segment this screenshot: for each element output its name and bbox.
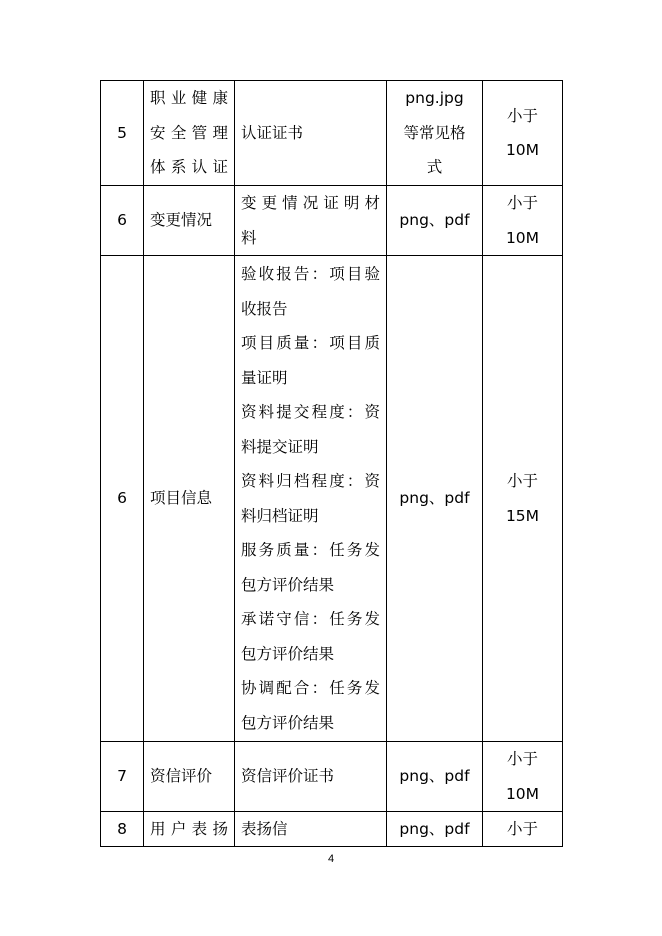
row-number: 6 bbox=[101, 186, 144, 256]
format-line: png、pdf bbox=[399, 211, 470, 230]
material-line: 资料提交程度：资 bbox=[241, 403, 380, 421]
format-line: 等常见格 bbox=[403, 123, 466, 142]
row-number: 6 bbox=[101, 256, 144, 742]
material-cell bbox=[235, 256, 387, 742]
row-number: 7 bbox=[101, 742, 144, 812]
format-cell bbox=[387, 186, 483, 256]
size-cell bbox=[483, 186, 563, 256]
item-name-cell bbox=[144, 256, 235, 742]
format-cell bbox=[387, 812, 483, 847]
format-line: png、pdf bbox=[399, 820, 470, 838]
size-cell bbox=[483, 742, 563, 812]
table-row bbox=[101, 186, 563, 256]
size-cell bbox=[483, 256, 563, 742]
size-line: 小于 bbox=[506, 750, 538, 768]
format-cell bbox=[387, 81, 483, 186]
material-line: 变更情况证明材 bbox=[241, 194, 380, 212]
table-row bbox=[101, 742, 563, 812]
row-number: 5 bbox=[101, 81, 144, 186]
material-line: 认证证书 bbox=[241, 123, 304, 142]
item-name-line: 项目信息 bbox=[150, 489, 213, 508]
format-cell bbox=[387, 256, 483, 742]
format-line: 式 bbox=[426, 158, 443, 177]
material-line: 表扬信 bbox=[241, 820, 288, 838]
item-name-line: 职业健康 bbox=[150, 89, 228, 108]
material-line: 料归档证明 bbox=[241, 506, 319, 525]
size-line: 小于 bbox=[506, 194, 538, 212]
item-name-cell bbox=[144, 812, 235, 847]
size-line: 小于 bbox=[506, 106, 538, 125]
table-row bbox=[101, 81, 563, 186]
size-line: 10M bbox=[505, 228, 540, 247]
format-line: png、pdf bbox=[399, 767, 470, 786]
material-cell bbox=[235, 742, 387, 812]
item-name-cell bbox=[144, 742, 235, 812]
material-line: 包方评价结果 bbox=[241, 644, 335, 663]
row-number: 8 bbox=[101, 812, 144, 847]
material-line: 项目质量：项目质 bbox=[241, 334, 380, 352]
size-cell bbox=[483, 81, 563, 186]
size-line: 10M bbox=[505, 784, 540, 803]
page-number: 4 bbox=[327, 853, 335, 865]
material-line: 协调配合：任务发 bbox=[241, 679, 380, 697]
material-line: 服务质量：任务发 bbox=[241, 541, 380, 559]
material-line: 承诺守信：任务发 bbox=[241, 610, 380, 628]
material-line: 资信评价证书 bbox=[241, 767, 335, 786]
item-name-line: 安全管理 bbox=[150, 123, 228, 142]
material-cell bbox=[235, 81, 387, 186]
size-line: 小于 bbox=[506, 820, 538, 838]
item-name-cell bbox=[144, 81, 235, 186]
requirements-table bbox=[100, 80, 563, 847]
format-line: png.jpg bbox=[405, 89, 464, 108]
size-cell bbox=[483, 812, 563, 847]
size-line: 小于 bbox=[506, 472, 538, 490]
item-name-line: 变更情况 bbox=[150, 211, 213, 230]
material-cell bbox=[235, 812, 387, 847]
table-row bbox=[101, 812, 563, 847]
material-line: 包方评价结果 bbox=[241, 713, 335, 732]
item-name-line: 用户表扬 bbox=[150, 820, 228, 838]
size-line: 15M bbox=[505, 506, 540, 525]
material-line: 料提交证明 bbox=[241, 437, 319, 456]
material-line: 验收报告：项目验 bbox=[241, 265, 380, 283]
item-name-line: 资信评价 bbox=[150, 767, 213, 786]
table-row bbox=[101, 256, 563, 742]
material-line: 资料归档程度：资 bbox=[241, 472, 380, 490]
item-name-cell bbox=[144, 186, 235, 256]
format-line: png、pdf bbox=[399, 489, 470, 508]
material-line: 料 bbox=[241, 228, 257, 247]
material-cell bbox=[235, 186, 387, 256]
material-line: 量证明 bbox=[241, 368, 288, 387]
material-line: 包方评价结果 bbox=[241, 575, 335, 594]
format-cell bbox=[387, 742, 483, 812]
size-line: 10M bbox=[505, 141, 540, 159]
material-line: 收报告 bbox=[241, 299, 288, 318]
item-name-line: 体系认证 bbox=[150, 158, 228, 177]
